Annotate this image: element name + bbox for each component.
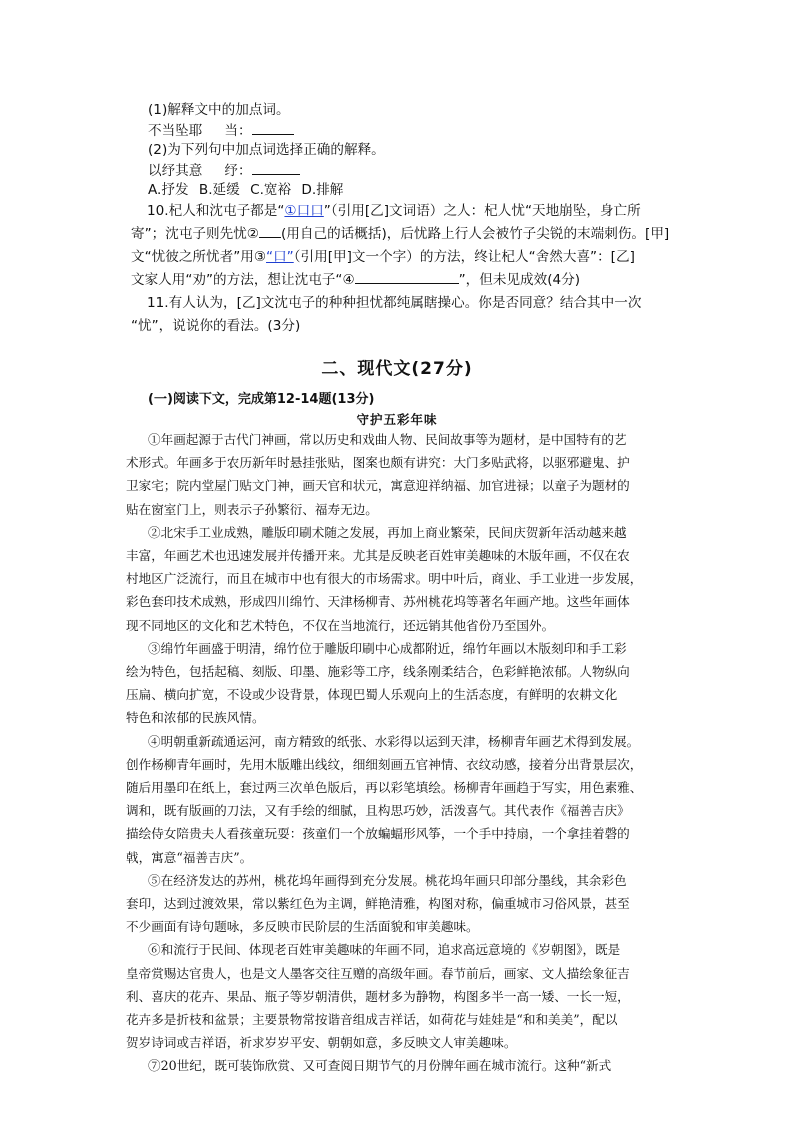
q11-line-1: 11.有人认为，[乙]文沈屯子的种种担忧都纯属瞎操心。你是否同意？结合其中一次 xyxy=(147,295,642,311)
q2-word-label: 纾： xyxy=(224,163,252,179)
article-line: 描绘侍女陪贵夫人看孩童玩耍：孩童们一个放蝙蝠形风筝，一个手中持扇，一个拿挂着磬的 xyxy=(126,826,630,842)
article-line: 利、喜庆的花卉、果品、瓶子等岁朝清供，题材多为静物，构图多半一高一矮、一长一短， xyxy=(126,988,630,1004)
q10-line-1: 10.杞人和沈屯子都是“①口口”（引用[乙]文词语）之人：杞人忧“天地崩坠，身亡所 xyxy=(147,203,641,219)
article-line: 戟，寓意“福善吉庆”。 xyxy=(126,849,253,865)
q1-word-label: 当： xyxy=(224,123,252,139)
q2-item-shu xyxy=(148,160,300,181)
answer-blank[interactable] xyxy=(252,160,300,175)
article-line: 贴在窗室门上，则表示子孙繁衍、福寿无边。 xyxy=(126,501,378,517)
q2-instruction: (2)为下列句中加点词选择正确的解释。 xyxy=(148,142,385,158)
q10-blank-3[interactable]: “口” xyxy=(266,249,294,265)
article-line: 术形式。年画多于农历新年时悬挂张贴，图案也颇有讲究：大门多贴武将，以驱邪避鬼、护 xyxy=(126,455,630,471)
article-line: ①年画起源于古代门神画，常以历史和戏曲人物、民间故事等为题材，是中国特有的艺 xyxy=(148,432,627,447)
article-line: ⑤在经济发达的苏州，桃花坞年画得到充分发展。桃花坞年画只印部分墨线，其余彩色 xyxy=(148,872,627,888)
q10-line-4: 文家人用“劝”的方法，想让沈屯子“④ ”，但未见成效(4分) xyxy=(131,269,661,292)
section-heading: 二、现代文(27分) xyxy=(321,359,473,379)
article-title: 守护五彩年味 xyxy=(356,412,438,427)
q2-options xyxy=(148,180,343,200)
article-line: 调和，既有版画的刀法，又有手绘的细腻，且构思巧妙，活泼喜气。其代表作《福善吉庆》 xyxy=(126,803,630,819)
article-line: 套印，达到过渡效果，常以紫红色为主调，鲜艳清雅，构图对称，偏重城市习俗风景，甚至 xyxy=(126,896,630,912)
q10-line-2: 寄”；沈屯子则先忧② (用自己的话概括)，后忧路上行人会被竹子尖锐的末端刺伤。[甲] xyxy=(131,223,661,246)
article-line: 皇帝赏赐达官贵人，也是文人墨客交往互赠的高级年画。春节前后，画家、文人描绘象征吉 xyxy=(126,965,630,981)
article-line: 绘为特色，包括起稿、刻版、印墨、施彩等工序，线条刚柔结合，色彩鲜艳浓郁。人物纵向 xyxy=(126,664,630,680)
article-line: 花卉多是折枝和盆景；主要景物常按谐音组成吉祥话，如荷花与娃娃是“和和美美”，配以 xyxy=(126,1012,618,1028)
option-b: B.延缓 xyxy=(198,182,240,198)
article-line: ⑥和流行于民间、体现老百姓审美趣味的年画不同，追求高远意境的《岁朝图》，既是 xyxy=(148,942,621,958)
article-line: 压扁、横向扩宽，不设或少设背景，体现巴蜀人乐观向上的生活态度，有鲜明的农耕文化 xyxy=(126,687,618,703)
q10-line-3: 文“忧彼之所忧者”用③“口”（引用[甲]文一个字）的方法，终让杞人“舍然大喜”：[乙] xyxy=(131,249,635,265)
article-line: ⑦20世纪，既可装饰欣赏、又可查阅日期节气的月份牌年画在城市流行。这种“新式 xyxy=(148,1058,612,1074)
article-line: 彩色套印技术成熟，形成四川绵竹、天津杨柳青、苏州桃花坞等著名年画产地。这些年画体 xyxy=(126,594,630,610)
article-line: 随后用墨印在纸上，套过两三次单色版后，再以彩笔填绘。杨柳青年画趋于写实，用色素雅、 xyxy=(126,780,643,796)
q2-word-phrase: 以纾其意 xyxy=(148,163,203,179)
article-line: 丰富，年画艺术也迅速发展并传播开来。尤其是反映老百姓审美趣味的木版年画，不仅在农 xyxy=(126,548,630,564)
section-subheading: (一)阅读下文，完成第12-14题(13分) xyxy=(148,392,375,407)
question-10 xyxy=(131,200,670,292)
q1-instruction: (1)解释文中的加点词。 xyxy=(148,102,290,118)
q1-item-dang xyxy=(148,120,294,141)
q10-blank-4[interactable] xyxy=(355,269,459,284)
q10-blank-1[interactable]: ①口口 xyxy=(284,203,324,219)
q1-word-phrase: 不当坠耶 xyxy=(148,123,203,139)
question-11 xyxy=(131,292,661,338)
option-c: C.宽裕 xyxy=(250,182,292,198)
option-d: D.排解 xyxy=(301,182,344,198)
answer-blank[interactable] xyxy=(252,120,294,135)
article-line: 不少画面有诗句题咏，多反映市民阶层的生活面貌和审美趣味。 xyxy=(126,919,479,935)
q11-line-2: “忧”，说说你的看法。(3分) xyxy=(131,318,301,334)
article-line: ③绵竹年画盛于明清，绵竹位于雕版印刷中心成都附近，绵竹年画以木版刻印和手工彩 xyxy=(148,640,627,656)
option-a: A.抒发 xyxy=(148,182,189,198)
article-line: 卫家宅；院内堂屋门贴文门神，画天官和状元，寓意迎祥纳福、加官进禄；以童子为题材的 xyxy=(126,478,630,494)
article-line: 贺岁诗词或吉祥语，祈求岁岁平安、朝朝如意，多反映文人审美趣味。 xyxy=(126,1035,517,1051)
article-line: 创作杨柳青年画时，先用木版雕出线纹，细细刻画五官神情、衣纹动感，接着分出背景层次， xyxy=(126,756,643,772)
q10-blank-2[interactable] xyxy=(259,223,281,238)
article-line: 特色和浓郁的民族风情。 xyxy=(126,710,265,726)
article-line: ④明朝重新疏通运河，南方精致的纸张、水彩得以运到天津，杨柳青年画艺术得到发展。 xyxy=(148,733,640,749)
article-line: 现不同地区的文化和艺术特色，不仅在当地流行，还远销其他省份乃至国外。 xyxy=(126,617,555,633)
article-line: 村地区广泛流行，而且在城市中也有很大的市场需求。明中叶后，商业、手工业进一步发展， xyxy=(126,571,643,587)
article-line: ②北宋手工业成熟，雕版印刷术随之发展，再加上商业繁荣，民间庆贺新年活动越来越 xyxy=(148,524,627,540)
article-body xyxy=(126,428,686,1078)
